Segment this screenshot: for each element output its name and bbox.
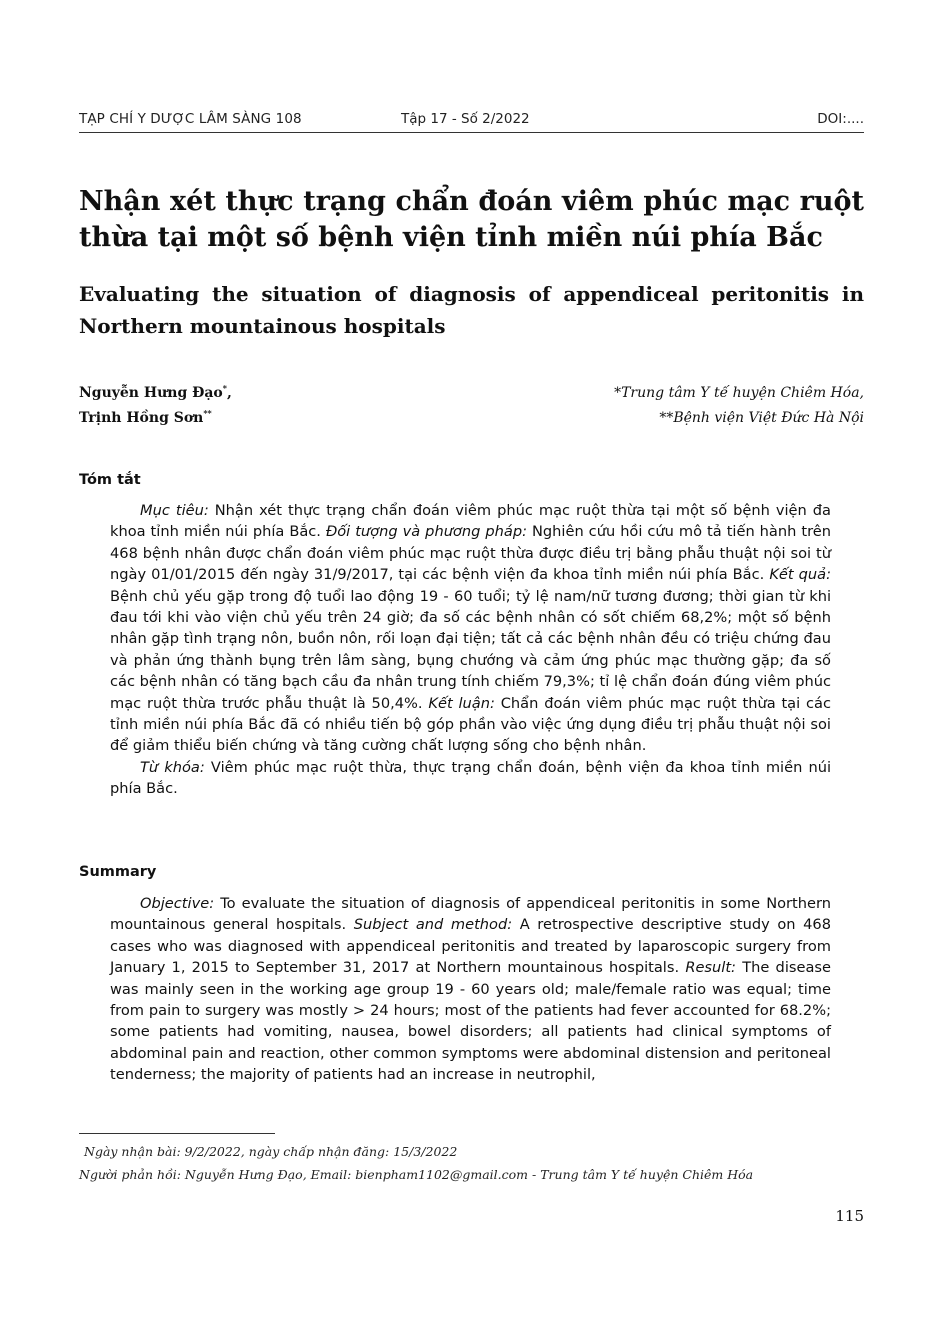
summary-body: Objective: To evaluate the situation of diagnosis of appendiceal peritonitis in some Northern mountainous general hospitals. Subject and method: A retrospective descriptive study on 468 cases who was diagnosed with appendiceal peritonitis and treated by laparoscopic surgery from January 1, 2015 to September 31, 2017 at Northern mountainous hospitals. Result: The disease was mainly seen in the working age group 19 - 60 years old; male/female ratio was equal; time from pain to surgery was mostly > 24 hours; most of the patients had fever accounted for 68.2%; some patients had vomiting, nausea, bowel disorders; all patients had clinical symptoms of abdominal pain and reaction, other common symptoms were abdominal distension and peritoneal tenderness; the majority of patients had an increase in neutrophil, (110, 895, 831, 1084)
abstract-body: Mục tiêu: Nhận xét thực trạng chẩn đoán viêm phúc mạc ruột thừa tại một số bệnh viện đa khoa tỉnh miền núi phía Bắc. Đối tượng và phương pháp: Nghiên cứu hồi cứu mô tả tiến hành trên 468 bệnh nhân được chẩn đoán viêm phúc mạc ruột thừa được điều trị bằng phẫu thuật nội soi từ ngày 01/01/2015 đến ngày 31/9/2017, tại các bệnh viện đa khoa tỉnh miền núi phía Bắc. Kết quả: Bệnh chủ yếu gặp trong độ tuổi lao động 19 - 60 tuổi; tỷ lệ nam/nữ tương đương; thời gian từ khi đau tới khi vào viện chủ yếu trên 24 giờ; đa số các bệnh nhân có sốt chiếm 68,2%; một số bệnh nhân gặp tình trạng nôn, buồn nôn, rối loạn đại tiện; tất cả các bệnh nhân đều có triệu chứng đau và phản ứng thành bụng trên lâm sàng, bụng chướng và cảm ứng phúc mạc thường gặp; đa số các bệnh nhân có tăng bạch cầu đa nhân trung tính chiếm 79,3%; tỉ lệ chẩn đoán đúng viêm phúc mạc ruột thừa trước phẫu thuật là 50,4%. Kết luận: Chẩn đoán viêm phúc mạc ruột thừa tại các tỉnh miền núi phía Bắc đã có nhiều tiến bộ góp phần vào việc ứng dụng điều trị phẫu thuật nội soi để giảm thiểu biến chứng và tăng cường chất lượng sống cho bệnh nhân. (110, 502, 831, 755)
affiliation-list (464, 381, 864, 431)
running-header (79, 108, 864, 130)
abstract-vietnamese (110, 500, 831, 800)
keywords: Từ khóa: Viêm phúc mạc ruột thừa, thực trạng chẩn đoán, bệnh viện đa khoa tỉnh miền núi phía Bắc. (110, 758, 832, 798)
title-english: Evaluating the situation of diagnosis of appendiceal peritonitis in Northern mountainous hospitals (79, 282, 864, 338)
author-2: Trịnh Hồng Sơn** (79, 408, 212, 426)
affiliation-1: *Trung tâm Y tế huyện Chiêm Hóa, (614, 385, 864, 401)
footnote-received: Ngày nhận bài: 9/2/2022, ngày chấp nhận đăng: 15/3/2022 (84, 1144, 458, 1159)
summary-heading: Summary (79, 864, 157, 880)
summary-english (110, 893, 831, 1086)
affiliation-2: **Bệnh viện Việt Đức Hà Nội (659, 410, 864, 426)
volume-issue: Tập 17 - Số 2/2022 (401, 111, 530, 127)
abstract-heading: Tóm tắt (79, 472, 141, 488)
footnote-rule (79, 1133, 275, 1134)
footnote-correspondence: Người phản hồi: Nguyễn Hưng Đạo, Email: bienpham1102@gmail.com - Trung tâm Y tế huyện Chiêm Hóa (79, 1167, 754, 1182)
title-vietnamese: Nhận xét thực trạng chẩn đoán viêm phúc mạc ruột thừa tại một số bệnh viện tỉnh miền núi phía Bắc (79, 186, 864, 253)
journal-name: TẠP CHÍ Y DƯỢC LÂM SÀNG 108 (79, 111, 302, 127)
author-list (79, 381, 379, 431)
author-1: Nguyễn Hưng Đạo*, (79, 383, 232, 401)
author-2-mark: ** (203, 408, 212, 418)
doi-label: DOI:.... (817, 111, 864, 127)
author-1-mark: * (222, 383, 227, 393)
header-rule (79, 132, 864, 133)
page-number: 115 (835, 1207, 864, 1225)
